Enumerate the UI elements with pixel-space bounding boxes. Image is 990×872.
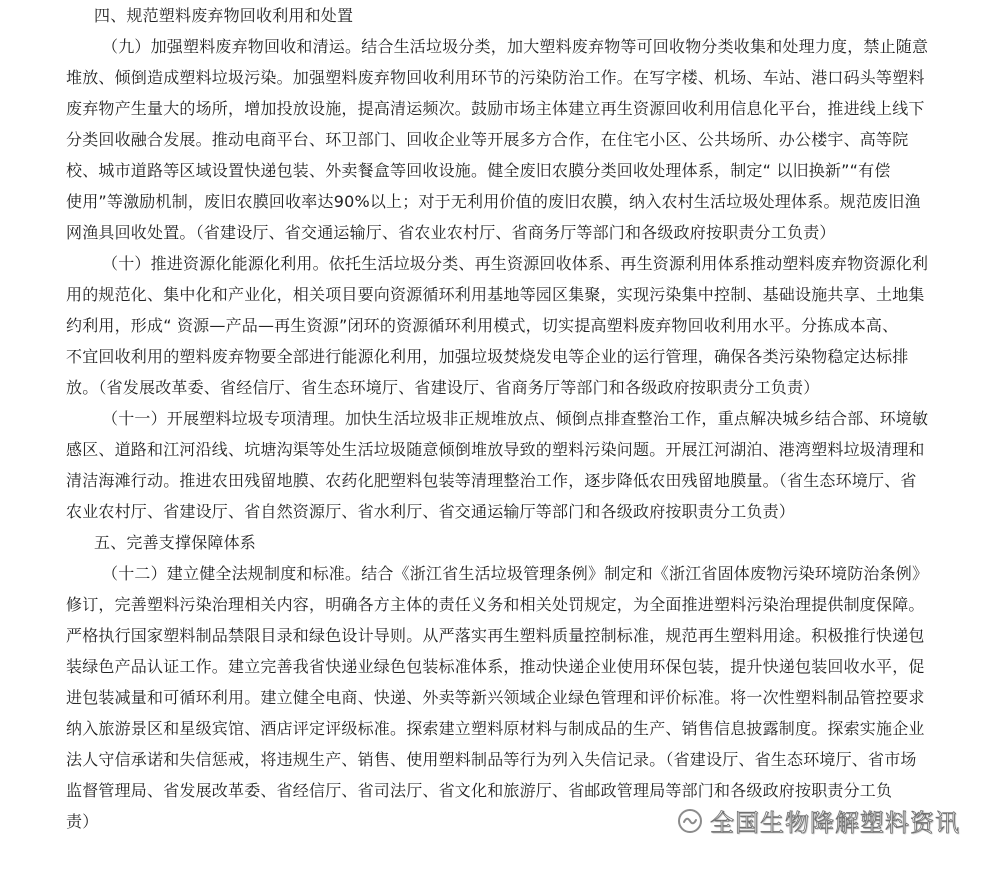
document-body (66, 0, 929, 837)
paragraph-line: （十一）开展塑料垃圾专项清理。加快生活垃圾非正规堆放点、倾倒点排查整治工作，重点解决城乡结合部、环境敏 (102, 409, 929, 428)
section-heading-4: 四、规范塑料废弃物回收利用和处置 (94, 6, 354, 25)
paragraph-line: 不宜回收利用的塑料废弃物要全部进行能源化利用，加强垃圾焚烧发电等企业的运行管理，确保各类污染物稳定达标排 (66, 347, 909, 366)
paragraph-line: 感区、道路和江河沿线、坑塘沟渠等处生活垃圾随意倾倒堆放导致的塑料污染问题。开展江河湖泊、港湾塑料垃圾清理和 (66, 440, 925, 459)
paragraph-line: 用的规范化、集中化和产业化，相关项目要向资源循环利用基地等园区集聚，实现污染集中控制、基础设施共享、土地集 (66, 285, 925, 304)
watermark-text: 全国生物降解塑料资讯 (710, 809, 960, 837)
paragraph-line: 废弃物产生量大的场所，增加投放设施，提高清运频次。鼓励市场主体建立再生资源回收利用信息化平台，推进线上线下 (66, 99, 925, 118)
paragraph-line: 装绿色产品认证工作。建立完善我省快递业绿色包装标准体系，推动快递企业使用环保包装，提升快递包装回收水平，促 (66, 657, 925, 676)
paragraph-line: 进包装减量和可循环利用。建立健全电商、快递、外卖等新兴领域企业绿色管理和评价标准。将一次性塑料制品管控要求 (66, 688, 925, 707)
paragraph-line: 堆放、倾倒造成塑料垃圾污染。加强塑料废弃物回收利用环节的污染防治工作。在写字楼、机场、车站、港口码头等塑料 (66, 68, 925, 87)
paragraph-line: 清洁海滩行动。推进农田残留地膜、农药化肥塑料包装等清理整治工作，逐步降低农田残留地膜量。（省生态环境厅、省 (66, 471, 917, 490)
paragraph-line: （十）推进资源化能源化利用。依托生活垃圾分类、再生资源回收体系、再生资源利用体系推动塑料废弃物资源化利 (102, 254, 929, 273)
paragraph-line: 使用”等激励机制，废旧农膜回收率达90%以上；对于无利用价值的废旧农膜，纳入农村生活垃圾处理体系。规范废旧渔 (66, 192, 921, 211)
paragraph-line: 纳入旅游景区和星级宾馆、酒店评定评级标准。探索建立塑料原材料与制成品的生产、销售信息披露制度。探索实施企业 (66, 719, 925, 738)
section-heading-5: 五、完善支撑保障体系 (94, 533, 257, 552)
paragraph-line: 校、城市道路等区域设置快递包装、外卖餐盒等回收设施。健全废旧农膜分类回收处理体系，制定“ 以旧换新”“有偿 (66, 161, 891, 180)
paragraph-line: 放。（省发展改革委、省经信厅、省生态环境厅、省建设厅、省商务厅等部门和各级政府按职责分工负责） (66, 378, 820, 397)
watermark (676, 803, 960, 838)
paragraph-line: （十二）建立健全法规制度和标准。结合《浙江省生活垃圾管理条例》制定和《浙江省固体废物污染环境防治条例》 (102, 564, 929, 583)
paragraph-line: 修订，完善塑料污染治理相关内容，明确各方主体的责任义务和相关处罚规定，为全面推进塑料污染治理提供制度保障。 (66, 595, 925, 614)
paragraph-line: 约利用，形成“ 资源—产品—再生资源”闭环的资源循环利用模式，切实提高塑料废弃物回收利用水平。分拣成本高、 (66, 316, 899, 335)
paragraph-line: 网渔具回收处置。（省建设厅、省交通运输厅、省农业农村厅、省商务厅等部门和各级政府按职责分工负责） (66, 223, 836, 242)
paragraph-line: 监督管理局、省发展改革委、省经信厅、省司法厅、省文化和旅游厅、省邮政管理局等部门和各级政府按职责分工负 (66, 781, 893, 800)
paragraph-line: （九）加强塑料废弃物回收和清运。结合生活垃圾分类，加大塑料废弃物等可回收物分类收集和处理力度，禁止随意 (102, 37, 929, 56)
paragraph-line: 严格执行国家塑料制品禁限目录和绿色设计导则。从严落实再生塑料质量控制标准，规范再生塑料用途。积极推行快递包 (66, 626, 925, 645)
wechat-channel-icon (676, 807, 704, 835)
paragraph-line: 法人守信承诺和失信惩戒，将违规生产、销售、使用塑料制品等行为列入失信记录。（省建设厅、省生态环境厅、省市场 (66, 750, 917, 769)
paragraph-line: 分类回收融合发展。推动电商平台、环卫部门、回收企业等开展多方合作，在住宅小区、公共场所、办公楼宇、高等院 (66, 130, 909, 149)
paragraph-line: 农业农村厅、省建设厅、省自然资源厅、省水利厅、省交通运输厅等部门和各级政府按职责分工负责） (66, 502, 796, 521)
paragraph-line: 责） (66, 812, 99, 831)
